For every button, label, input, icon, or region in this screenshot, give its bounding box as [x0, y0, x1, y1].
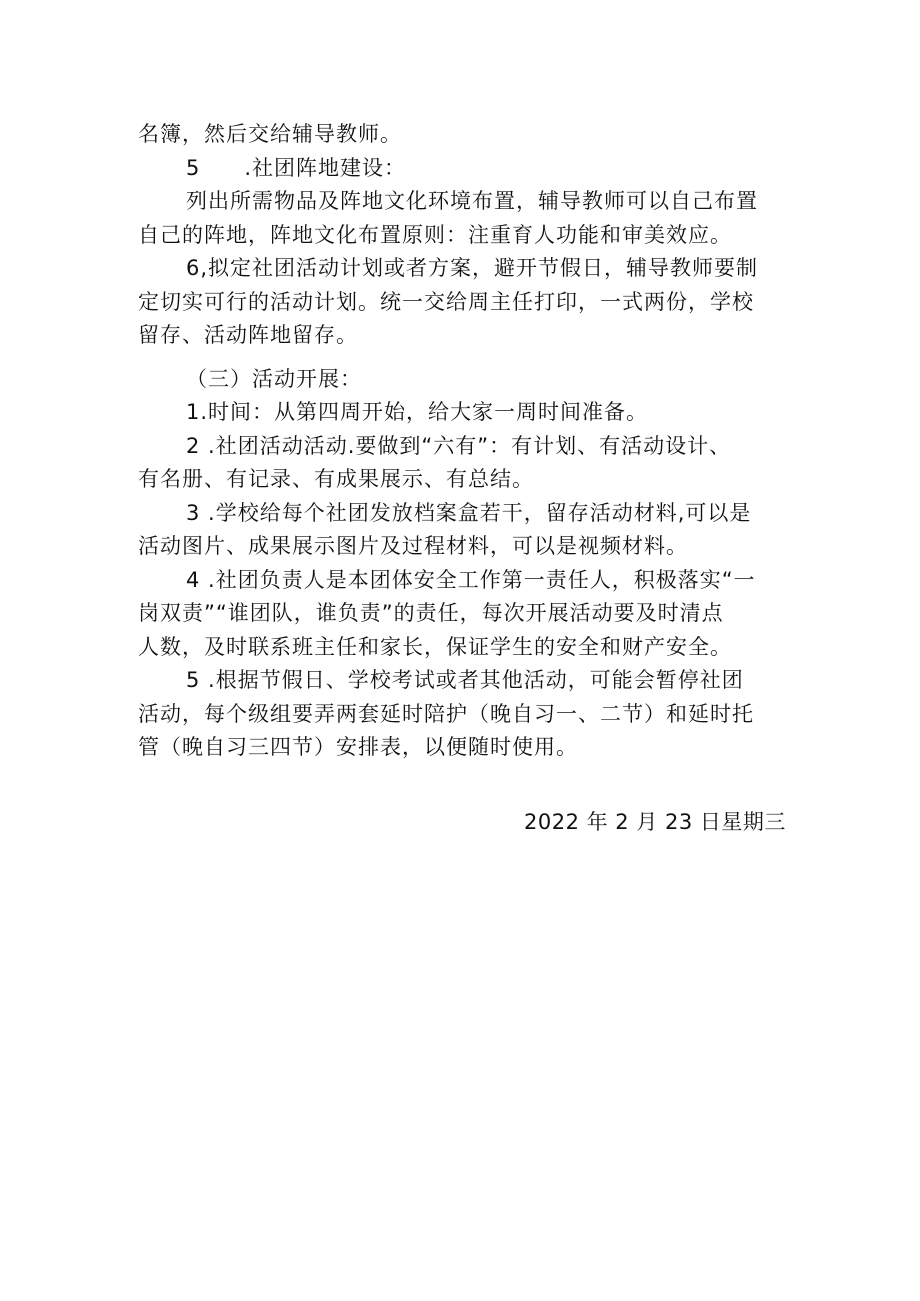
text-line: 管（晚自习三四节）安排表，以便随时使用。: [138, 735, 578, 759]
list-item-1: 1.时间：从第四周开始，给大家一周时间准备。: [186, 400, 649, 424]
text-line: 自己的阵地，阵地文化布置原则：注重育人功能和审美效应。: [138, 222, 732, 247]
list-item-4: 4 .社团负责人是本团体安全工作第一责任人，积极落实“一: [186, 567, 756, 592]
text-line: 有名册、有记录、有成果展示、有总结。: [138, 467, 534, 491]
text-line: 名簿，然后交给辅导教师。: [138, 122, 402, 146]
text-line: 人数，及时联系班主任和家长，保证学生的安全和财产安全。: [138, 634, 732, 659]
list-item-2: 2 .社团活动活动.要做到“六有”：有计划、有活动设计、: [186, 433, 732, 458]
section-heading-3: （三）活动开展：: [186, 366, 362, 391]
text-line: 岗双责”“谁团队，谁负责”的责任，每次开展活动要及时清点: [138, 601, 724, 625]
document-date: 2022 年 2 月 23 日星期三: [524, 810, 786, 834]
text-line: 活动，每个级组要弄两套延时陪护（晚自习一、二节）和延时托: [138, 701, 754, 726]
text-line: 留存、活动阵地留存。: [138, 323, 358, 347]
text-line: 定切实可行的活动计划。统一交给周主任打印，一式两份，学校: [138, 289, 754, 314]
text-line: 列出所需物品及阵地文化环境布置，辅导教师可以自己布置: [186, 189, 758, 213]
list-item-5: 5 .根据节假日、学校考试或者其他活动，可能会暂停社团: [186, 668, 744, 692]
section-heading-5: 5 .社团阵地建设：: [186, 155, 407, 180]
list-item-3: 3 .学校给每个社团发放档案盒若干，留存活动材料,可以是: [186, 500, 752, 525]
document-body: [138, 118, 798, 765]
text-line: 活动图片、成果展示图片及过程材料，可以是视频材料。: [138, 534, 688, 558]
text-line: 6,拟定社团活动计划或者方案，避开节假日，辅导教师要制: [186, 256, 759, 280]
